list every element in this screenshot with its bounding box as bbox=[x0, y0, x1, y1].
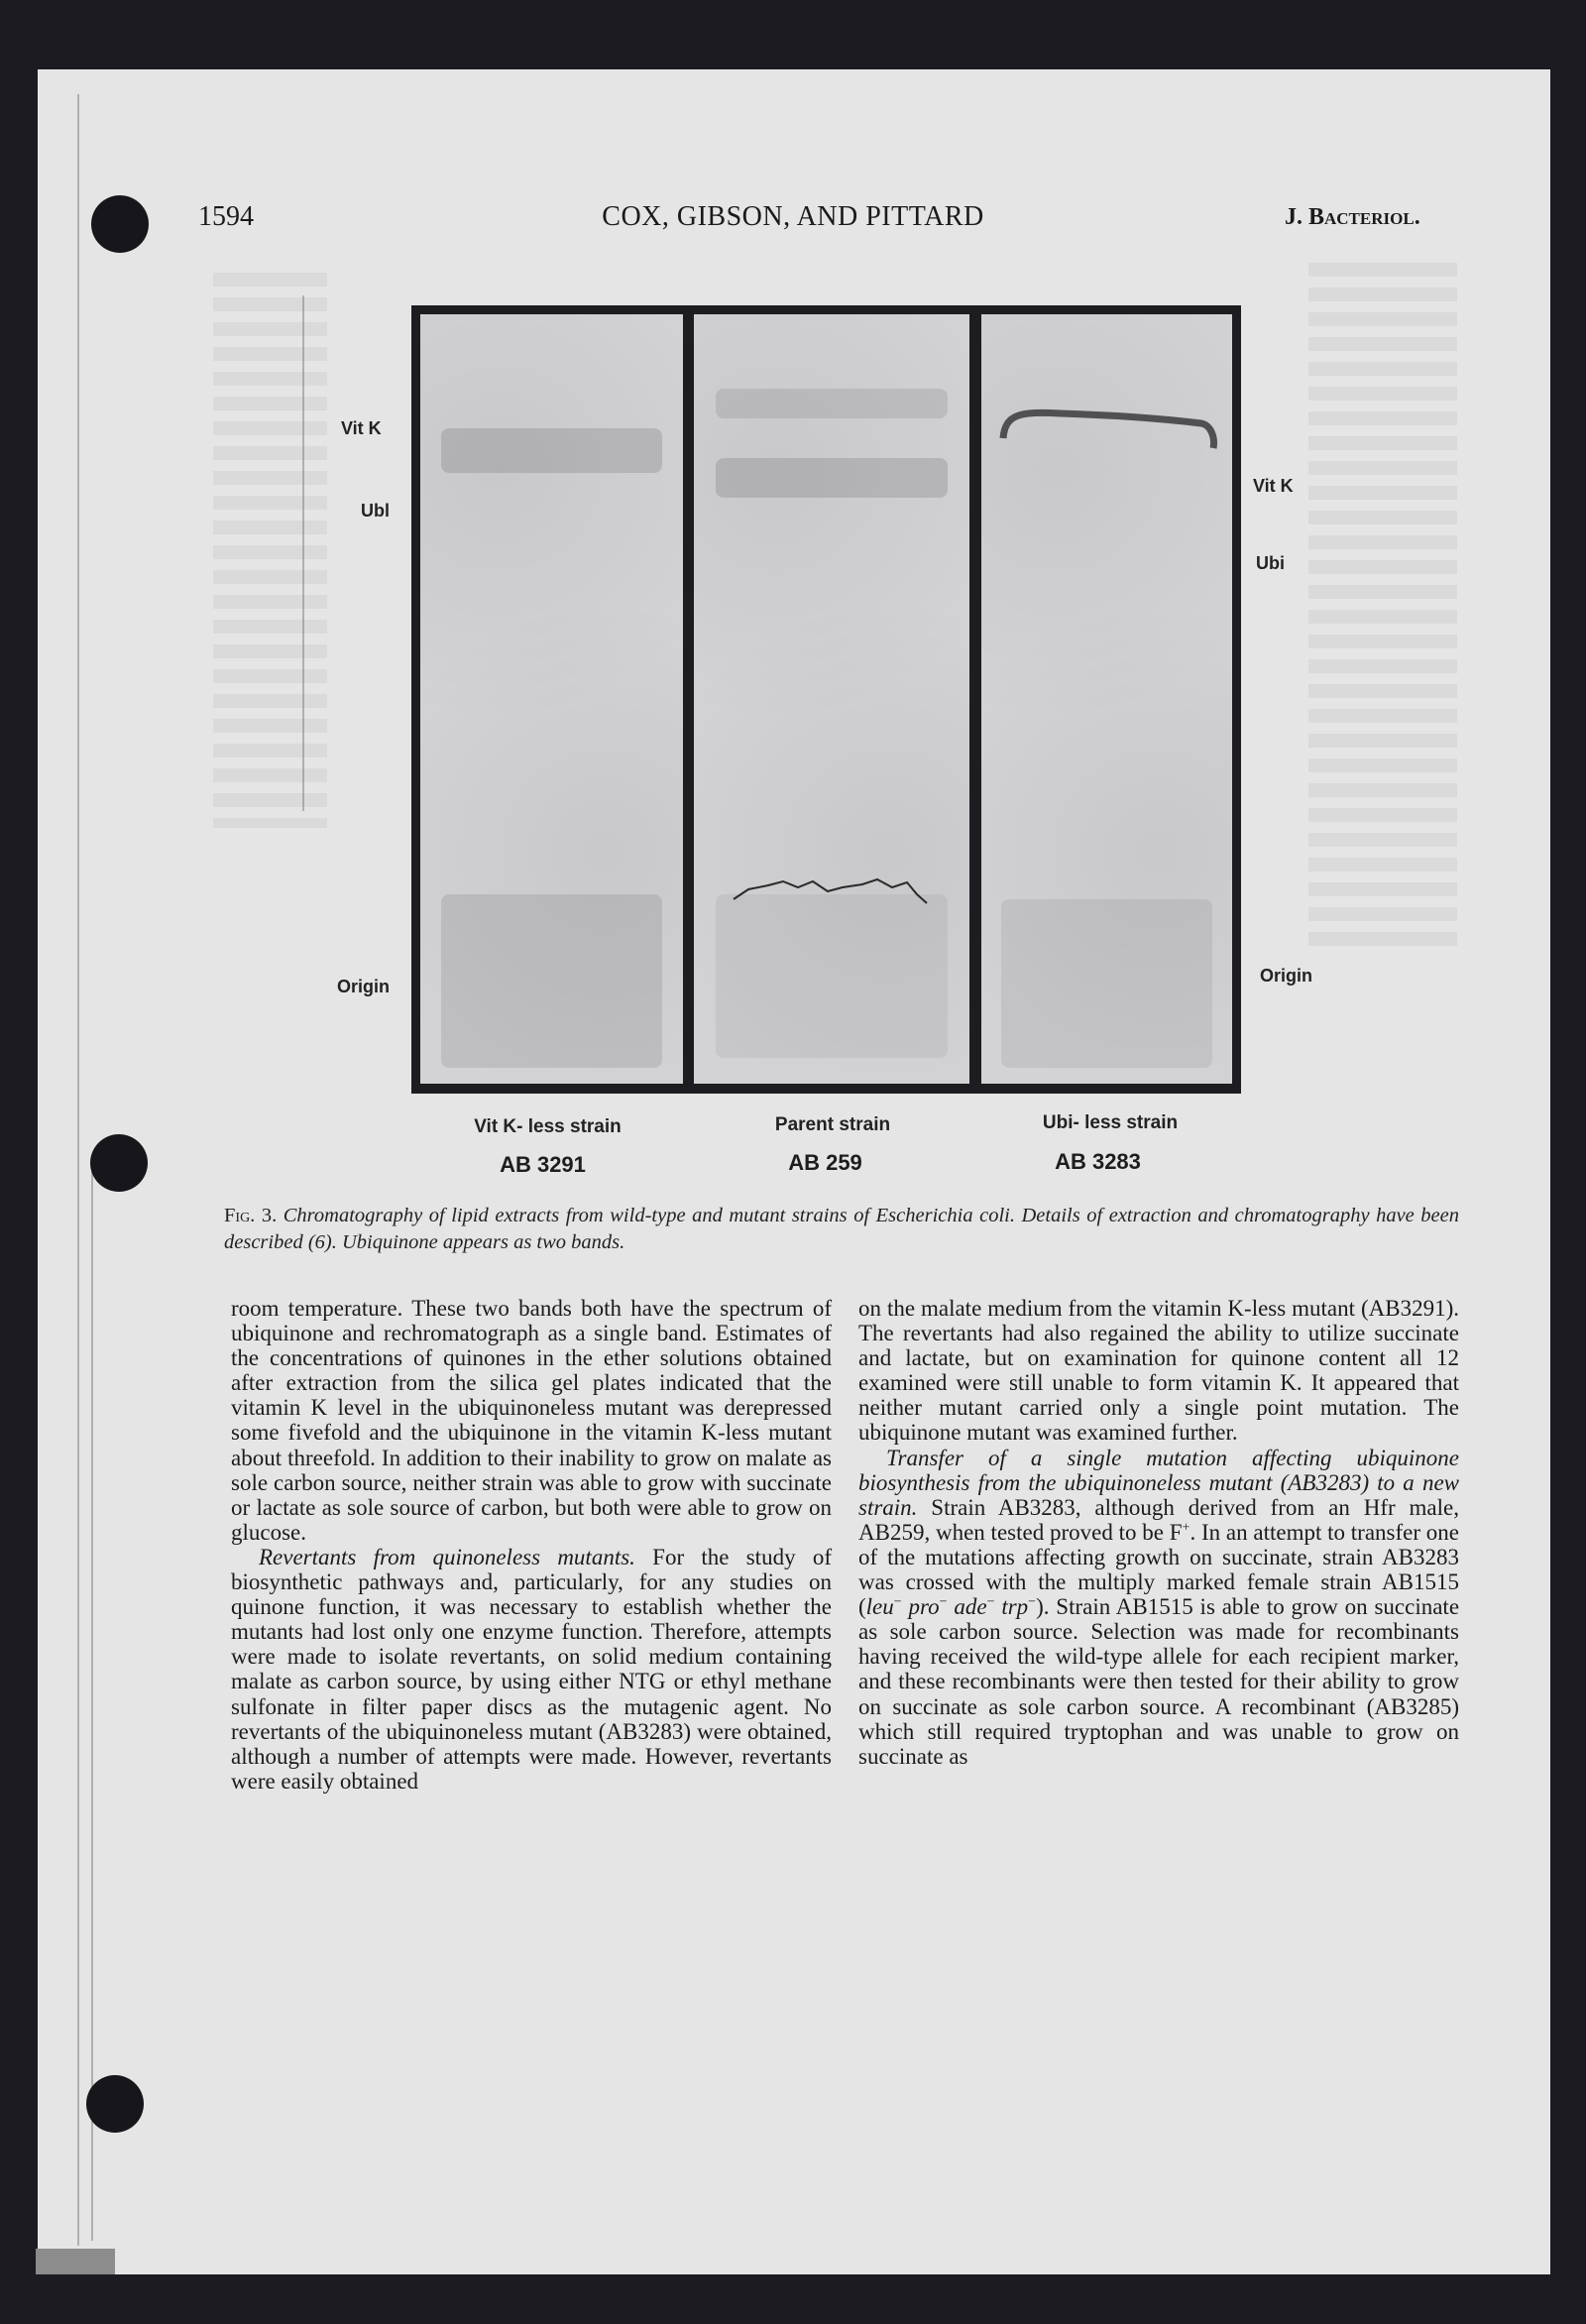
genotype: trp bbox=[1001, 1594, 1029, 1620]
paragraph: room temperature. These two bands both have the spectrum of ubiquinone and rechromatograph as a single band. Estimates of the concentrations of quinones in the ether solutions obtained after extraction from the silica gel plates indicated that the vitamin K level in the ubiquinoneless mutant was derepressed some fivefold and the ubiquinone in the vitamin K-less mutant about threefold. In addition to their inability to grow on malate as sole carbon source, neither strain was able to grow with succinate or lactate as sole source of carbon, but both were able to grow on glucose. bbox=[231, 1296, 832, 1545]
lane-ubi-less bbox=[981, 314, 1232, 1084]
superscript: − bbox=[986, 1594, 995, 1610]
superscript: − bbox=[893, 1594, 902, 1610]
origin-smear bbox=[716, 894, 948, 1058]
body-column-left bbox=[231, 1296, 832, 1794]
lane-caption: Ubi- less strain bbox=[1042, 1112, 1179, 1133]
ubiquinone-band bbox=[716, 458, 948, 498]
genotype: ade bbox=[954, 1594, 987, 1620]
margin-rule bbox=[77, 94, 79, 2246]
journal-name: J. Bacteriol. bbox=[1285, 204, 1420, 230]
bleed-through-text bbox=[1308, 263, 1457, 957]
paragraph bbox=[858, 1446, 1459, 1769]
figure-caption bbox=[224, 1203, 1459, 1256]
strain-id: AB 3291 bbox=[500, 1152, 586, 1177]
paragraph bbox=[231, 1545, 832, 1794]
genotype: pro bbox=[908, 1594, 940, 1620]
label-vitk-right: Vit K bbox=[1253, 476, 1294, 496]
section-heading: Revertants from quinoneless mutants. bbox=[259, 1544, 635, 1569]
vitk-band bbox=[981, 394, 1232, 463]
strain-id: AB 259 bbox=[788, 1150, 862, 1175]
superscript: − bbox=[939, 1594, 948, 1610]
lane-caption: Vit K- less strain bbox=[474, 1116, 622, 1137]
margin-rule bbox=[91, 1170, 93, 2241]
label-ubi-right: Ubi bbox=[1256, 553, 1285, 573]
section-heading: Transfer of a single mutation affecting ubiquinone biosynthesis from the ubiquinoneless mutant (AB3283) to a new strain. bbox=[858, 1445, 1459, 1520]
paragraph: on the malate medium from the vitamin K-less mutant (AB3291). The revertants had also regained the ability to utilize succinate and lactate, but on examination for quinone content all 12 examined were still unable to form vitamin K. It appeared that neither mutant carried only a single point mutation. The ubiquinone mutant was examined further. bbox=[858, 1296, 1459, 1446]
vitk-band bbox=[716, 389, 948, 418]
superscript: + bbox=[1182, 1520, 1190, 1536]
origin-smear bbox=[1001, 899, 1212, 1068]
origin-smear bbox=[441, 894, 662, 1068]
paragraph-text: For the study of biosynthetic pathways and, particularly, for any studies on quinone function, it was necessary to establish whether the mutants had lost only one enzyme function. Therefore, attempts were made to isolate revertants, on solid medium containing malate as carbon source, by using either NTG or ethyl methane sulfonate in filter paper discs as the mutagenic agent. No revertants of the ubiquinoneless mutant (AB3283) were obtained, although a number of attempts were made. However, revertants were easily obtained bbox=[231, 1544, 832, 1794]
lane-parent bbox=[694, 314, 969, 1084]
paragraph-text: . In an attempt to transfer one of the mutations affecting growth on succinate, strain AB3283 was crossed with the multiply marked female strain AB1515 ( bbox=[858, 1519, 1459, 1620]
genotype: leu bbox=[865, 1594, 894, 1620]
strain-id: AB 3283 bbox=[1055, 1149, 1141, 1174]
binder-hole bbox=[90, 1134, 148, 1192]
chromatography-figure bbox=[411, 305, 1241, 1094]
underlying-page-corner bbox=[36, 2249, 115, 2274]
paragraph-text: ). Strain AB1515 is able to grow on succinate as sole carbon source. Selection was made for recombinants having received the wild-type allele for each recipient marker, and these recombinants were then tested for their ability to grow on succinate as sole carbon source. A recombinant (AB3285) which still required tryptophan and was unable to grow on succinate as bbox=[858, 1594, 1460, 1769]
label-ubi-left: Ubl bbox=[361, 501, 390, 521]
running-head-authors: COX, GIBSON, AND PITTARD bbox=[602, 201, 984, 232]
bleed-through-text bbox=[213, 273, 327, 828]
figure-caption-text: Chromatography of lipid extracts from wild-type and mutant strains of Escherichia coli. Details of extraction and chromatography have been described (6). Ubiquinone appears as two bands. bbox=[224, 1205, 1460, 1253]
label-origin-left: Origin bbox=[337, 977, 390, 996]
lane-vitk-less bbox=[420, 314, 683, 1084]
ubiquinone-band bbox=[441, 428, 662, 473]
label-vitk-left: Vit K bbox=[341, 418, 382, 438]
solvent-front-line bbox=[694, 870, 969, 909]
binder-hole bbox=[86, 2075, 144, 2133]
paragraph-text: Strain AB3283, although derived from an Hfr male, AB259, when tested proved to be F bbox=[858, 1494, 1459, 1545]
figure-number: Fig. 3. bbox=[224, 1205, 278, 1226]
lane-caption: Parent strain bbox=[774, 1114, 891, 1135]
page-number: 1594 bbox=[198, 201, 254, 232]
superscript: − bbox=[1028, 1594, 1037, 1610]
body-column-right bbox=[858, 1296, 1459, 1769]
label-origin-right: Origin bbox=[1260, 966, 1312, 986]
